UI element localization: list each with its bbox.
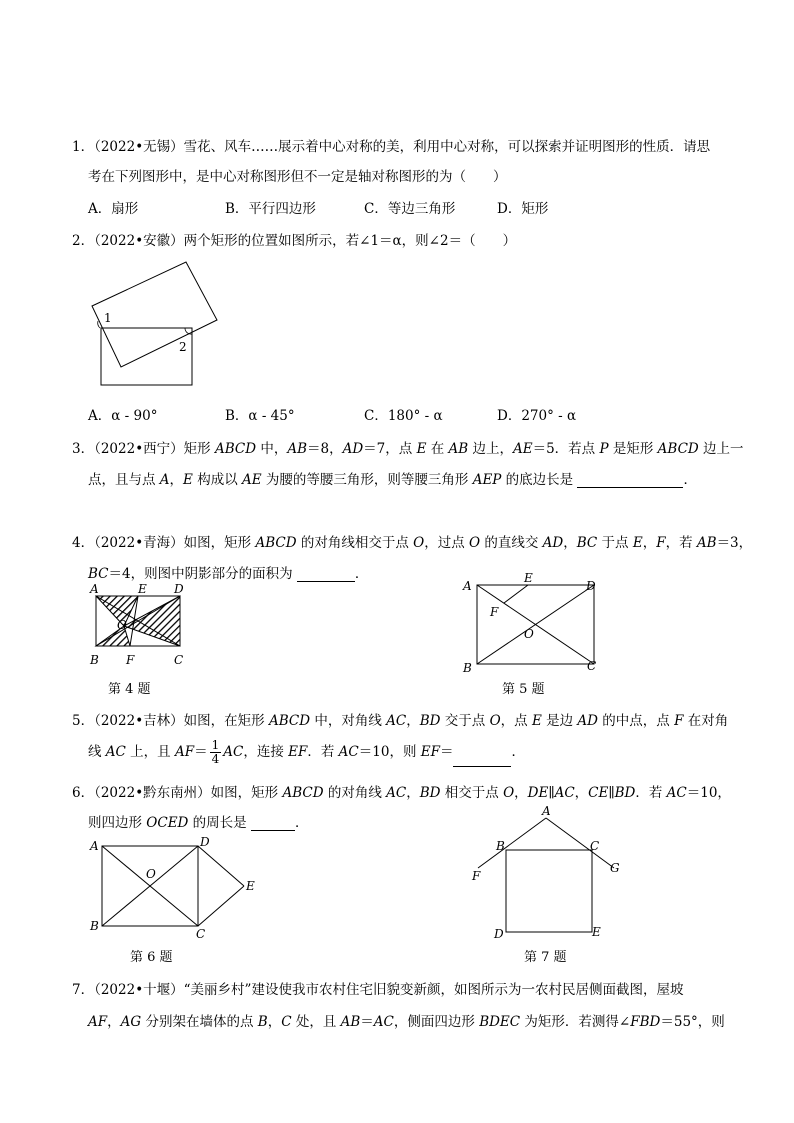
q5-label-e: E xyxy=(524,571,533,585)
q5-line2: 线 AC 上，且 AF＝ $\frac{1}{4}$ AC，连接 EF．若 AC＝10，则 EF＝ ． xyxy=(88,738,525,766)
q2-line1: 2．（2022•安徽）两个矩形的位置如图所示，若∠1＝α，则∠2＝（ ） xyxy=(72,233,517,249)
q7-label-f: F xyxy=(472,869,481,883)
q6-label-o: O xyxy=(146,867,156,881)
q7-label-e: E xyxy=(592,925,601,939)
q5-label-d: D xyxy=(586,579,596,593)
q7-line1: 7．（2022•十堰）“美丽乡村”建设使我市农村住宅旧貌变新颜，如图所示为一农村民居侧面截图，屋坡 xyxy=(72,982,684,998)
q7-caption: 第 7 题 xyxy=(524,950,567,965)
q5-label-f: F xyxy=(490,605,499,619)
q5-answer-blank[interactable] xyxy=(453,752,511,767)
q5-label-o: O xyxy=(524,627,534,641)
q6-label-b: B xyxy=(90,919,99,933)
q4-label-f: F xyxy=(126,653,135,667)
q4-label-o: O xyxy=(117,618,127,632)
q7-line2: AF，AG 分别架在墙体的点 B，C 处，且 AB＝AC，侧面四边形 BDEC 为矩形．若测得∠FBD＝55°，则 xyxy=(88,1014,725,1030)
q6-label-d: D xyxy=(200,835,210,849)
q7-label-b: B xyxy=(496,839,505,853)
q6-line2: 则四边形 OCED 的周长是 ． xyxy=(88,815,309,831)
q6-line1: 6．（2022•黔东南州）如图，矩形 ABCD 的对角线 AC，BD 相交于点 O，DE∥AC，CE∥BD．若 AC＝10， xyxy=(72,785,731,801)
q4-figure xyxy=(88,582,198,672)
q1-option-d: D．矩形 xyxy=(497,201,549,217)
q3-answer-blank[interactable] xyxy=(577,473,683,488)
q7-label-a: A xyxy=(542,804,551,818)
q7-rectangle xyxy=(506,850,592,932)
q1-line1: 1．（2022•无锡）雪花、风车……展示着中心对称的美，利用中心对称，可以探索并证明图形的性质．请思 xyxy=(72,139,711,155)
q6-figure xyxy=(88,836,263,946)
q4-line1: 4．（2022•青海）如图，矩形 ABCD 的对角线相交于点 O，过点 O 的直线交 AD，BC 于点 E，F，若 AB＝3， xyxy=(72,535,753,551)
q7-label-c: C xyxy=(590,839,600,853)
q7-figure xyxy=(468,804,628,943)
q6-answer-blank[interactable] xyxy=(251,816,295,831)
q1-line2: 考在下列图形中，是中心对称图形但不一定是轴对称图形的为（ ） xyxy=(88,169,507,185)
q5-label-a: A xyxy=(463,579,472,593)
q1-option-a: A．扇形 xyxy=(88,201,139,217)
q4-label-b: B xyxy=(90,653,99,667)
q4-label-d: D xyxy=(174,582,184,596)
q4-answer-blank[interactable] xyxy=(297,567,355,582)
q2-option-a: A．α - 90° xyxy=(88,408,158,424)
q5-caption: 第 5 题 xyxy=(502,682,545,697)
q6-caption: 第 6 题 xyxy=(130,950,173,965)
q2-angle2-label: 2 xyxy=(179,340,187,354)
q1-option-c: C．等边三角形 xyxy=(364,201,456,217)
q4-label-e: E xyxy=(138,582,147,596)
q5-fraction: $\frac{1}{4}$ xyxy=(211,738,220,766)
q3-line2: 点，且与点 A，E 构成以 AE 为腰的等腰三角形，则等腰三角形 AEP 的底边长是 ． xyxy=(88,472,697,488)
q2-figure xyxy=(80,258,230,393)
q7-label-d: D xyxy=(494,927,504,941)
q5-label-c: C xyxy=(587,659,597,673)
q6-label-e: E xyxy=(246,879,255,893)
q4-line2: BC＝4，则图中阴影部分的面积为 ． xyxy=(88,566,369,582)
q5-label-b: B xyxy=(463,661,472,675)
q5-figure xyxy=(460,570,605,675)
q7-label-g: G xyxy=(610,861,620,875)
q2-option-d: D．270° - α xyxy=(497,408,577,424)
q4-label-c: C xyxy=(174,653,184,667)
q4-caption: 第 4 题 xyxy=(108,682,151,697)
q6-label-c: C xyxy=(196,927,206,941)
q1-option-b: B．平行四边形 xyxy=(225,201,316,217)
q5-line1: 5．（2022•吉林）如图，在矩形 ABCD 中，对角线 AC，BD 交于点 O，点 E 是边 AD 的中点，点 F 在对角 xyxy=(72,713,729,729)
q2-option-c: C．180° - α xyxy=(364,408,443,424)
q6-label-a: A xyxy=(90,839,99,853)
q2-option-b: B．α - 45° xyxy=(225,408,295,424)
q2-lower-rectangle xyxy=(101,328,192,385)
q3-line1: 3．（2022•西宁）矩形 ABCD 中，AB＝8，AD＝7，点 E 在 AB 边上，AE＝5．若点 P 是矩形 ABCD 边上一 xyxy=(72,441,744,457)
q4-label-a: A xyxy=(90,582,99,596)
q2-angle1-label: 1 xyxy=(104,311,112,325)
